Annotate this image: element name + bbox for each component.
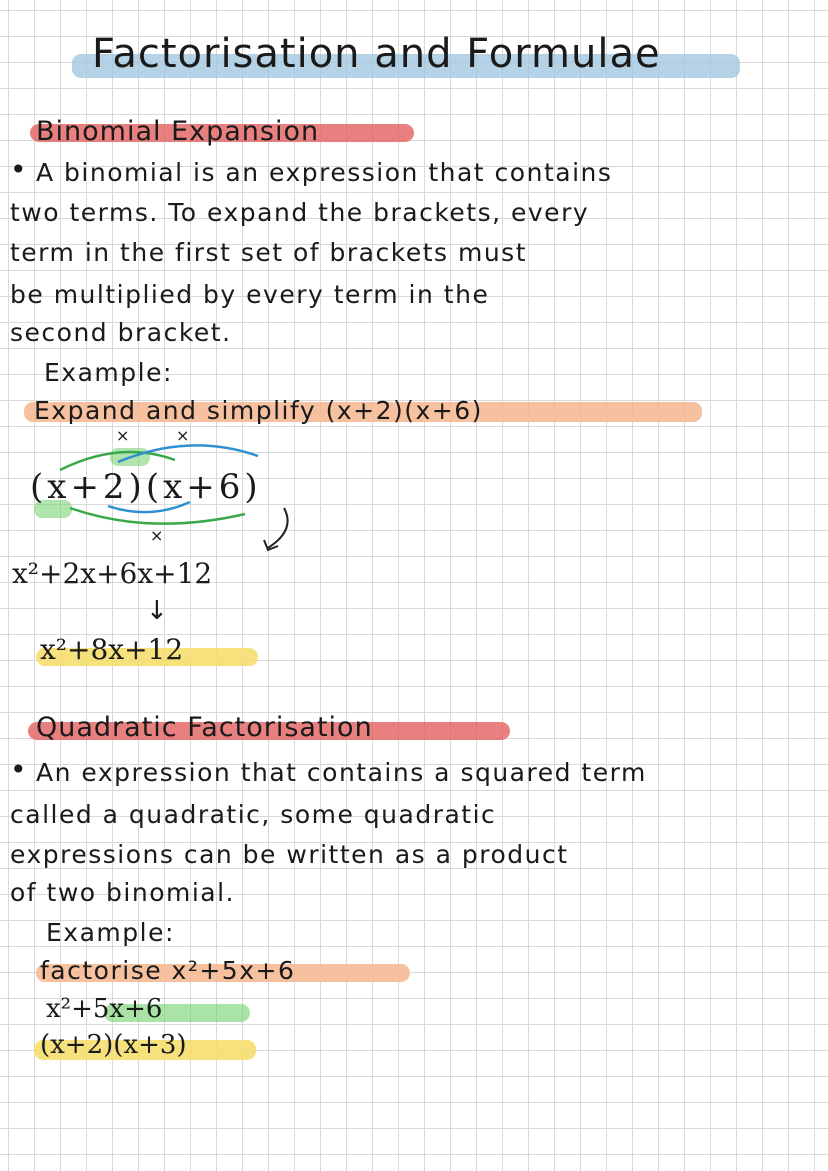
quadratic-example-label: Example: — [46, 918, 175, 947]
quadratic-heading: Quadratic Factorisation — [36, 712, 373, 743]
binomial-example-label: Example: — [44, 358, 173, 387]
binomial-text-line-4: be multiplied by every term in the — [10, 280, 490, 309]
binomial-expanded: x²+2x+6x+12 — [12, 557, 213, 590]
quadratic-question: factorise x²+5x+6 — [40, 956, 296, 985]
quadratic-bullet: • — [10, 753, 29, 786]
quadratic-text-line-2: called a quadratic, some quadratic — [10, 800, 497, 829]
curved-arrow — [268, 508, 288, 548]
quadratic-text-line-3: expressions can be written as a product — [10, 840, 569, 869]
binomial-text-line-1: A binomial is an expression that contains — [36, 158, 613, 187]
binomial-text-line-3: term in the first set of brackets must — [10, 238, 528, 267]
binomial-question: Expand and simplify (x+2)(x+6) — [34, 396, 483, 425]
multiply-mark: × — [176, 426, 190, 445]
multiply-mark: × — [150, 526, 164, 545]
binomial-text-line-2: two terms. To expand the brackets, every — [10, 198, 590, 227]
binomial-answer: x²+8x+12 — [40, 633, 184, 666]
page-title: Factorisation and Formulae — [92, 31, 661, 77]
binomial-expression: (x+2)(x+6) — [30, 467, 262, 507]
quadratic-text-line-4: of two binomial. — [10, 878, 236, 907]
quadratic-answer: (x+2)(x+3) — [40, 1030, 187, 1060]
binomial-heading: Binomial Expansion — [36, 116, 320, 147]
down-arrow: ↓ — [146, 596, 168, 626]
quadratic-expression: x²+5x+6 — [46, 994, 163, 1024]
quadratic-text-line-1: An expression that contains a squared term — [36, 758, 647, 787]
binomial-text-line-5: second bracket. — [10, 318, 232, 347]
binomial-bullet: • — [10, 153, 29, 186]
multiply-mark: × — [116, 426, 130, 445]
